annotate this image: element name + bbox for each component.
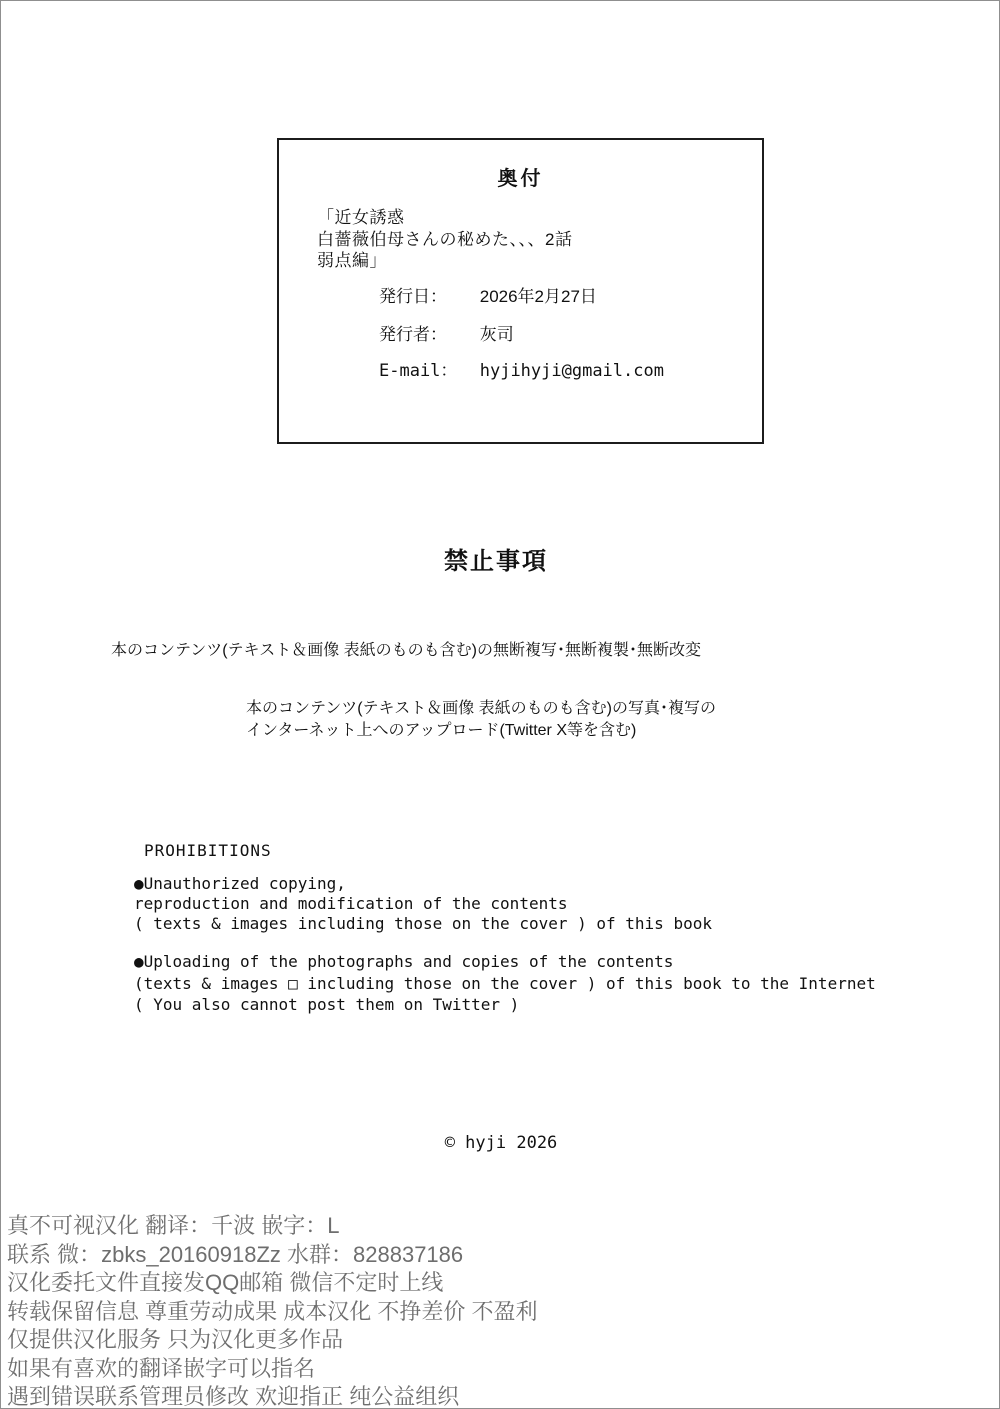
prohibitions-en-item2-line: ( You also cannot post them on Twitter ) (134, 995, 520, 1014)
prohibitions-en-item2 (134, 951, 876, 1016)
prohibitions-en-item1-line: ( texts & images including those on the cover ) of this book (134, 914, 712, 933)
credits-line: 联系 微：zbks_20160918Zz 水群：828837186 (7, 1241, 464, 1267)
prohibitions-ja-line1: 本のコンテンツ(テキスト＆画像 表紙のものも含む)の無断複写･無断複製･無断改変 (111, 642, 701, 659)
credits-line: 遇到错误联系管理员修改 欢迎指正 纯公益组织 (7, 1384, 460, 1409)
translation-credits (7, 1212, 537, 1409)
publisher-label: 発行者： (379, 325, 447, 344)
book-title-line: 弱点編」 (317, 251, 387, 270)
prohibitions-en-item2-line: ●Uploading of the photographs and copies of the contents (134, 952, 674, 971)
prohibitions-en-item2-line: (texts & images □ including those on the cover ) of this book to the Internet (134, 973, 876, 993)
copyright-line: © hyji 2026 (444, 1133, 558, 1153)
credits-line: 汉化委托文件直接发QQ邮箱 微信不定时上线 (7, 1270, 444, 1295)
book-title (317, 207, 572, 272)
email-row (379, 356, 664, 381)
colophon-box (277, 138, 764, 444)
credits-line: 真不可视汉化 翻译：千波 嵌字：L (7, 1213, 340, 1238)
credits-line: 仅提供汉化服务 只为汉化更多作品 (7, 1327, 344, 1352)
colophon-heading: 奥付 (497, 168, 544, 190)
prohibitions-ja-para2 (246, 698, 716, 742)
publisher-value: 灰司 (479, 325, 514, 344)
publish-date-value: 2026年2月27日 (479, 287, 597, 306)
prohibitions-en-heading: PROHIBITIONS (144, 841, 272, 860)
prohibitions-en-item1-line: reproduction and modification of the contents (134, 894, 568, 913)
credits-line: 转载保留信息 尊重劳动成果 成本汉化 不挣差价 不盈利 (7, 1298, 538, 1324)
publish-date-row (379, 282, 597, 307)
book-title-line: 白薔薇伯母さんの秘めた、、、2話 (317, 229, 573, 249)
credits-line: 如果有喜欢的翻译嵌字可以指名 (7, 1355, 316, 1381)
prohibitions-en-item1-line: ●Unauthorized copying, (134, 874, 346, 893)
prohibitions-ja-para2-line1: 本のコンテンツ(テキスト＆画像 表紙のものも含む)の写真･複写の (246, 700, 716, 717)
prohibitions-ja-para2-line2: インターネット上へのアップロード(Twitter X等を含む) (246, 722, 637, 739)
publisher-row (379, 320, 514, 345)
email-value: hyjihyji@gmail.com (479, 361, 664, 381)
book-title-line: 「近女誘惑 (317, 208, 405, 227)
email-label: E-mail： (379, 361, 458, 381)
prohibitions-en-item1 (134, 874, 712, 934)
prohibitions-ja-heading: 禁止事項 (444, 548, 548, 575)
publish-date-label: 発行日： (379, 287, 447, 306)
